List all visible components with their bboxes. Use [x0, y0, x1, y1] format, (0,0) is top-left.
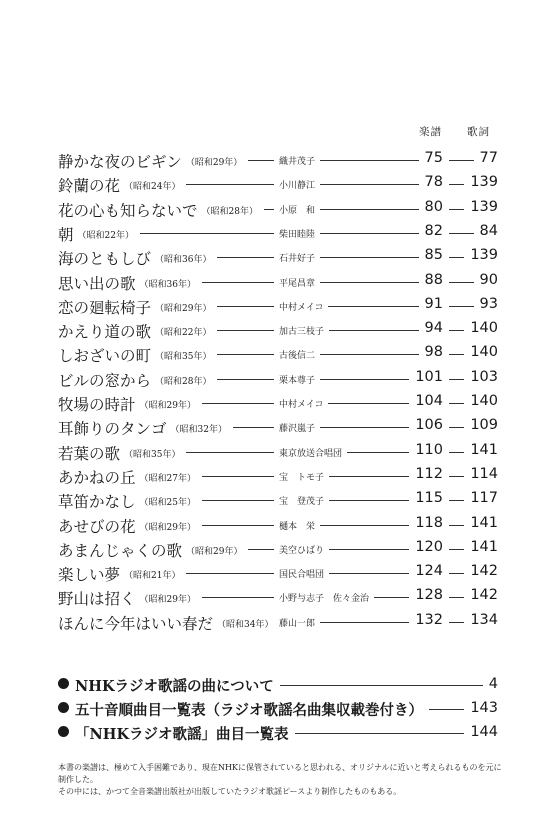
- leader-line: [429, 709, 464, 710]
- score-page: 85: [424, 247, 443, 264]
- singer-name: 国民合唱団: [276, 567, 327, 580]
- singer-name: 小野与志子 佐々金治: [276, 591, 372, 604]
- song-era: （昭和36年）: [155, 255, 212, 266]
- lyrics-page: 134: [470, 611, 498, 628]
- score-page: 101: [415, 368, 443, 385]
- song-title-text: 恋の廻転椅子: [58, 298, 152, 317]
- song-title: [58, 442, 180, 464]
- song-title: [58, 417, 227, 439]
- lyrics-page: 117: [470, 490, 498, 507]
- leader-line: [264, 209, 274, 210]
- leader-line: [320, 233, 419, 234]
- song-title-text: あかねの丘: [58, 468, 136, 487]
- section-title: 「NHKラジオ歌謡」曲目一覧表: [75, 726, 289, 743]
- song-era: （昭和35年）: [124, 449, 181, 460]
- lyrics-page: 141: [470, 514, 498, 531]
- bullet-icon: [58, 726, 69, 737]
- leader-line: [449, 379, 464, 380]
- song-era: （昭和28年）: [155, 376, 212, 387]
- song-era: （昭和36年）: [139, 279, 196, 290]
- song-era: （昭和29年）: [185, 158, 243, 168]
- leader-line: [449, 597, 464, 598]
- toc-entry[interactable]: [58, 148, 498, 170]
- leader-line: [320, 354, 419, 355]
- toc-entry[interactable]: [58, 342, 498, 364]
- toc-entry[interactable]: [58, 294, 498, 316]
- song-title: [58, 490, 196, 512]
- leader-line: [280, 685, 483, 686]
- toc-entry[interactable]: [58, 245, 498, 267]
- lyrics-page: 139: [470, 174, 498, 191]
- song-era: （昭和21年）: [124, 571, 181, 582]
- leader-line: [202, 282, 274, 283]
- singer-name: 宝 登茂子: [276, 494, 327, 507]
- song-era: （昭和32年）: [170, 425, 227, 436]
- bullet-icon: [58, 702, 69, 713]
- leader-line: [233, 427, 274, 428]
- song-title-text: かえり道の歌: [58, 323, 152, 342]
- toc-entry[interactable]: [58, 488, 498, 510]
- score-page: 124: [415, 563, 443, 580]
- leader-line: [295, 733, 465, 734]
- song-title-text: 若葉の歌: [58, 444, 121, 463]
- song-title-text: 野山は招く: [58, 590, 136, 609]
- toc-entry[interactable]: [58, 367, 498, 389]
- song-title-text: 草笛かなし: [58, 493, 136, 512]
- song-title-text: 朝: [58, 225, 74, 244]
- song-title-text: 海のともしび: [58, 250, 152, 269]
- song-title-text: しおざいの町: [58, 347, 152, 366]
- song-title: [58, 539, 242, 561]
- song-title-text: 花の心も知らないで: [58, 201, 198, 220]
- leader-line: [320, 427, 409, 428]
- leader-line: [140, 233, 274, 234]
- leader-line: [328, 306, 418, 307]
- leader-line: [449, 403, 464, 404]
- song-title-text: 思い出の歌: [58, 274, 136, 293]
- song-title: [58, 223, 134, 245]
- toc-entry[interactable]: [58, 221, 498, 243]
- song-era: （昭和25年）: [139, 498, 196, 509]
- leader-line: [320, 184, 419, 185]
- toc-entry[interactable]: [58, 197, 498, 219]
- leader-line: [449, 330, 464, 331]
- score-page: 110: [415, 441, 443, 458]
- score-page: 88: [424, 271, 443, 288]
- leader-line: [320, 282, 419, 283]
- section-title: 五十音順曲目一覧表（ラジオ歌謡名曲集収載巻付き）: [75, 702, 423, 719]
- lyrics-column-header: 歌詞: [467, 126, 490, 138]
- song-title: [58, 587, 196, 609]
- song-title: [58, 150, 242, 172]
- section-page: 143: [470, 700, 498, 716]
- singer-name: 美空ひばり: [276, 543, 327, 556]
- singer-name: 藤山一郎: [276, 616, 318, 629]
- leader-line: [449, 427, 464, 428]
- toc-entry[interactable]: [58, 440, 498, 462]
- singer-name: 平尾昌章: [276, 276, 318, 289]
- singer-name: 小原 和: [276, 203, 318, 216]
- footnote: [58, 762, 503, 798]
- singer-name: 織井茂子: [276, 154, 318, 167]
- leader-line: [449, 354, 464, 355]
- toc-entry[interactable]: [58, 318, 498, 340]
- toc-entry[interactable]: [58, 537, 498, 559]
- score-page: 91: [424, 295, 443, 312]
- toc-entry[interactable]: [58, 172, 498, 194]
- singer-name: 宝 トモ子: [276, 470, 327, 483]
- score-page: 112: [415, 465, 443, 482]
- section-entry[interactable]: [58, 675, 498, 697]
- score-page: 98: [424, 344, 443, 361]
- song-title: [58, 247, 211, 269]
- song-era: （昭和29年）: [186, 546, 243, 557]
- song-era: （昭和35年）: [155, 352, 212, 363]
- song-era: （昭和29年）: [155, 303, 212, 314]
- song-era: （昭和29年）: [139, 522, 196, 533]
- song-era: （昭和24年）: [124, 182, 181, 193]
- leader-line: [329, 573, 409, 574]
- footnote-line: その中には、かつて全音楽譜出版社が出版していたラジオ歌謡ピースより制作したものもある。: [58, 787, 402, 796]
- leader-line: [449, 257, 464, 258]
- leader-line: [329, 476, 409, 477]
- leader-line: [449, 549, 464, 550]
- singer-name: 中村メイコ: [276, 300, 326, 313]
- lyrics-page: 140: [470, 344, 498, 361]
- leader-line: [449, 476, 464, 477]
- section-page: 144: [470, 724, 498, 740]
- score-column-header: 楽譜: [419, 126, 442, 138]
- song-title: [58, 612, 273, 634]
- song-title-text: ほんに今年はいい春だ: [58, 614, 214, 633]
- lyrics-page: 141: [470, 538, 498, 555]
- leader-line: [202, 597, 274, 598]
- leader-line: [320, 160, 419, 161]
- lyrics-page: 93: [479, 295, 498, 312]
- leader-line: [320, 622, 409, 623]
- lyrics-page: 103: [470, 368, 498, 385]
- song-title: [58, 344, 211, 366]
- score-page: 78: [424, 174, 443, 191]
- lyrics-page: 142: [470, 587, 498, 604]
- toc-entry[interactable]: [58, 513, 498, 535]
- toc-entry[interactable]: [58, 415, 498, 437]
- song-title-text: あせびの花: [58, 517, 136, 536]
- toc-entry[interactable]: [58, 391, 498, 413]
- singer-name: 東京放送合唱団: [276, 446, 345, 459]
- score-page: 75: [424, 150, 443, 166]
- lyrics-page: 140: [470, 320, 498, 337]
- leader-line: [449, 500, 464, 501]
- lyrics-page: 140: [470, 393, 498, 409]
- song-era: （昭和22年）: [155, 328, 212, 339]
- score-page: 132: [415, 611, 443, 628]
- lyrics-page: 139: [470, 198, 498, 215]
- leader-line: [320, 209, 419, 210]
- singer-name: 藤沢嵐子: [276, 421, 318, 434]
- song-era: （昭和29年）: [139, 401, 196, 411]
- singer-name: 中村メイコ: [276, 397, 326, 410]
- song-title-text: 鈴蘭の花: [58, 177, 121, 196]
- leader-line: [320, 379, 409, 380]
- toc-entry[interactable]: [58, 585, 498, 607]
- lyrics-page: 139: [470, 247, 498, 264]
- section-entry[interactable]: [58, 723, 498, 745]
- leader-line: [449, 622, 464, 623]
- section-entry[interactable]: [58, 699, 498, 721]
- score-page: 128: [415, 587, 443, 604]
- bullet-icon: [58, 678, 69, 689]
- score-page: 120: [415, 538, 443, 555]
- leader-line: [449, 573, 464, 574]
- leader-line: [217, 379, 274, 380]
- song-title: [58, 515, 196, 537]
- lyrics-page: 141: [470, 441, 498, 458]
- lyrics-page: 142: [470, 563, 498, 580]
- song-era: （昭和28年）: [201, 206, 258, 217]
- score-page: 94: [424, 320, 443, 337]
- song-title-text: 牧場の時計: [58, 396, 136, 414]
- score-page: 82: [424, 222, 443, 239]
- singer-name: 加古三枝子: [276, 324, 327, 337]
- song-title-text: あまんじゃくの歌: [58, 541, 183, 560]
- leader-line: [217, 354, 274, 355]
- song-title: [58, 466, 196, 488]
- leader-line: [374, 597, 409, 598]
- footnote-line: 本書の楽譜は、極めて入手困難であり、現在NHKに保管されていると思われる、オリジナルに近いと考えられるものを元に制作した。: [58, 763, 502, 784]
- leader-line: [202, 525, 274, 526]
- section-page: 4: [488, 676, 498, 692]
- leader-line: [186, 184, 274, 185]
- song-era: （昭和27年）: [139, 473, 196, 484]
- leader-line: [217, 306, 274, 307]
- toc-entry[interactable]: [58, 270, 498, 292]
- leader-line: [328, 403, 409, 404]
- leader-line: [202, 500, 274, 501]
- singer-name: 柴田睦陸: [276, 227, 318, 240]
- singer-name: 栗本尊子: [276, 373, 318, 386]
- song-title-text: 耳飾りのタンゴ: [58, 420, 167, 439]
- leader-line: [202, 476, 274, 477]
- leader-line: [449, 209, 464, 210]
- song-title: [58, 369, 211, 391]
- song-title-text: 楽しい夢: [58, 566, 121, 585]
- leader-line: [449, 525, 464, 526]
- leader-line: [202, 403, 274, 404]
- lyrics-page: 114: [470, 465, 498, 482]
- lyrics-page: 84: [479, 222, 498, 239]
- song-era: （昭和22年）: [77, 230, 134, 241]
- toc-entry[interactable]: [58, 464, 498, 486]
- section-title: NHKラジオ歌謡の曲について: [75, 678, 274, 695]
- leader-line: [329, 549, 409, 550]
- lyrics-page: 90: [479, 271, 498, 288]
- lyrics-page: 109: [470, 417, 498, 434]
- leader-line: [186, 452, 274, 453]
- leader-line: [449, 184, 464, 185]
- song-title: [58, 272, 196, 294]
- song-title-text: 静かな夜のビギン: [58, 153, 182, 171]
- song-title: [58, 393, 196, 415]
- leader-line: [248, 160, 274, 161]
- song-title: [58, 563, 180, 585]
- leader-line: [320, 257, 419, 258]
- score-page: 115: [415, 490, 443, 507]
- leader-line: [248, 549, 274, 550]
- toc-entry[interactable]: [58, 610, 498, 632]
- singer-name: 小川静江: [276, 178, 318, 191]
- leader-line: [347, 452, 409, 453]
- singer-name: 石井好子: [276, 251, 318, 264]
- singer-name: 樋本 栄: [276, 519, 318, 532]
- song-era: （昭和29年）: [139, 595, 196, 606]
- song-title: [58, 296, 211, 318]
- song-era: （昭和34年）: [217, 619, 274, 630]
- score-page: 104: [415, 393, 443, 409]
- leader-line: [329, 500, 409, 501]
- leader-line: [449, 452, 464, 453]
- leader-line: [217, 257, 274, 258]
- toc-entry[interactable]: [58, 561, 498, 583]
- song-title: [58, 174, 180, 196]
- leader-line: [320, 525, 409, 526]
- leader-line: [217, 330, 274, 331]
- song-title-text: ビルの窓から: [58, 371, 152, 390]
- score-page: 118: [415, 514, 443, 531]
- song-title: [58, 320, 211, 342]
- lyrics-page: 77: [479, 150, 498, 166]
- score-page: 80: [424, 198, 443, 215]
- leader-line: [329, 330, 419, 331]
- singer-name: 古後信二: [276, 348, 318, 361]
- song-title: [58, 199, 258, 221]
- score-page: 106: [415, 417, 443, 434]
- leader-line: [186, 573, 274, 574]
